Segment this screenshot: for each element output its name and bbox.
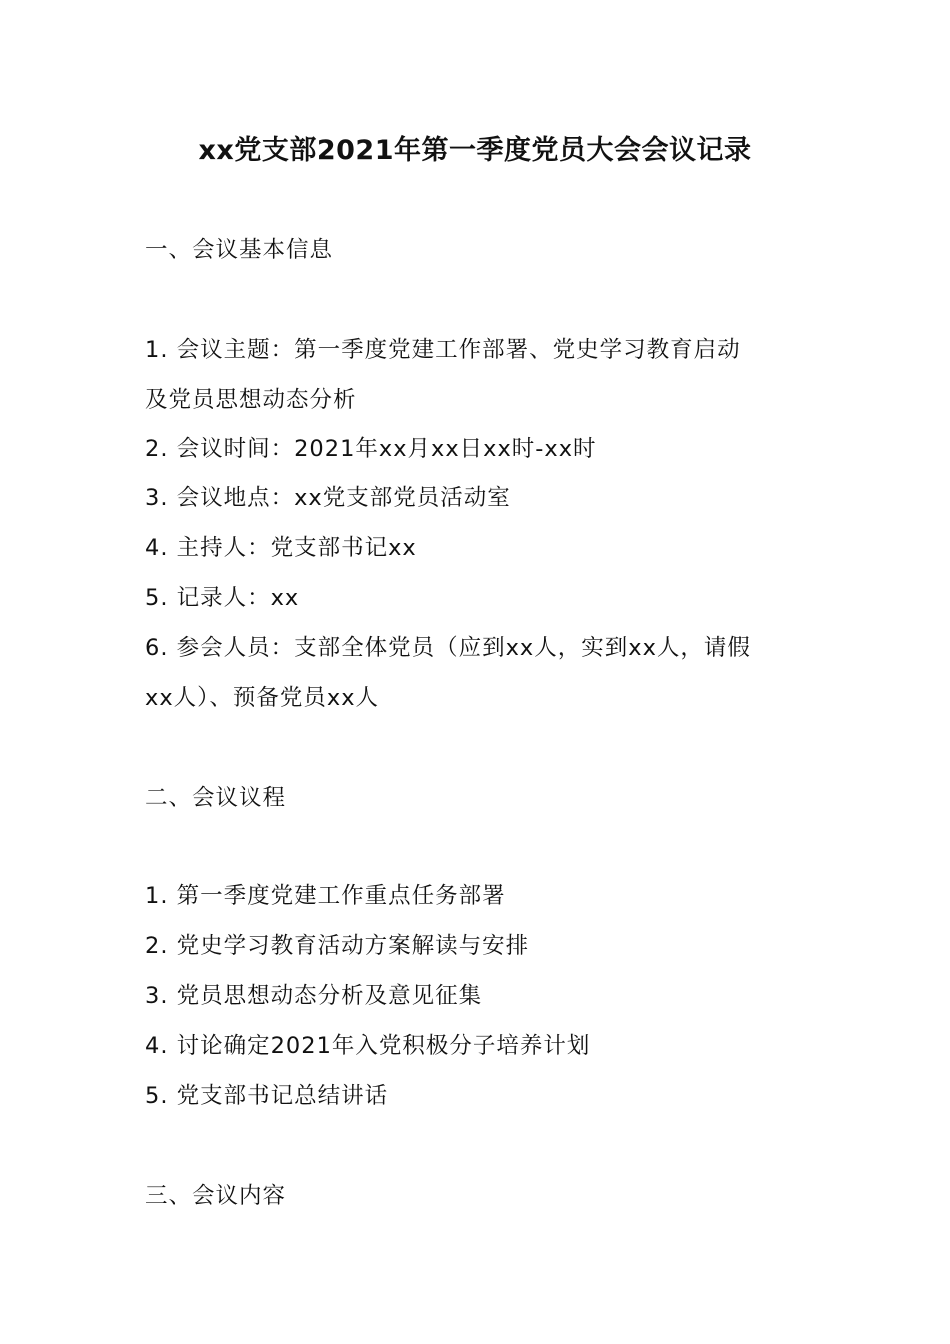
- agenda-item: 1. 第一季度党建工作重点任务部署: [145, 883, 506, 909]
- document-title: xx党支部2021年第一季度党员大会会议记录: [198, 135, 752, 166]
- info-item-host: 4. 主持人：党支部书记xx: [145, 535, 417, 561]
- info-item-time: 2. 会议时间：2021年xx月xx日xx时-xx时: [145, 436, 597, 462]
- section-heading-content: 三、会议内容: [145, 1183, 287, 1209]
- agenda-item: 2. 党史学习教育活动方案解读与安排: [145, 933, 530, 959]
- agenda-item: 4. 讨论确定2021年入党积极分子培养计划: [145, 1033, 591, 1059]
- info-item-attendees-continued: xx人）、预备党员xx人: [145, 685, 380, 711]
- section-heading-agenda: 二、会议议程: [145, 785, 287, 811]
- info-item-recorder: 5. 记录人：xx: [145, 585, 300, 611]
- info-item-location: 3. 会议地点：xx党支部党员活动室: [145, 485, 511, 511]
- info-item-attendees: 6. 参会人员：支部全体党员（应到xx人，实到xx人，请假: [145, 635, 751, 661]
- info-item-topic-continued: 及党员思想动态分析: [145, 387, 357, 413]
- agenda-item: 5. 党支部书记总结讲话: [145, 1083, 389, 1109]
- agenda-item: 3. 党员思想动态分析及意见征集: [145, 983, 483, 1009]
- section-heading-basic-info: 一、会议基本信息: [145, 237, 334, 263]
- info-item-topic: 1. 会议主题：第一季度党建工作部署、党史学习教育启动: [145, 337, 741, 363]
